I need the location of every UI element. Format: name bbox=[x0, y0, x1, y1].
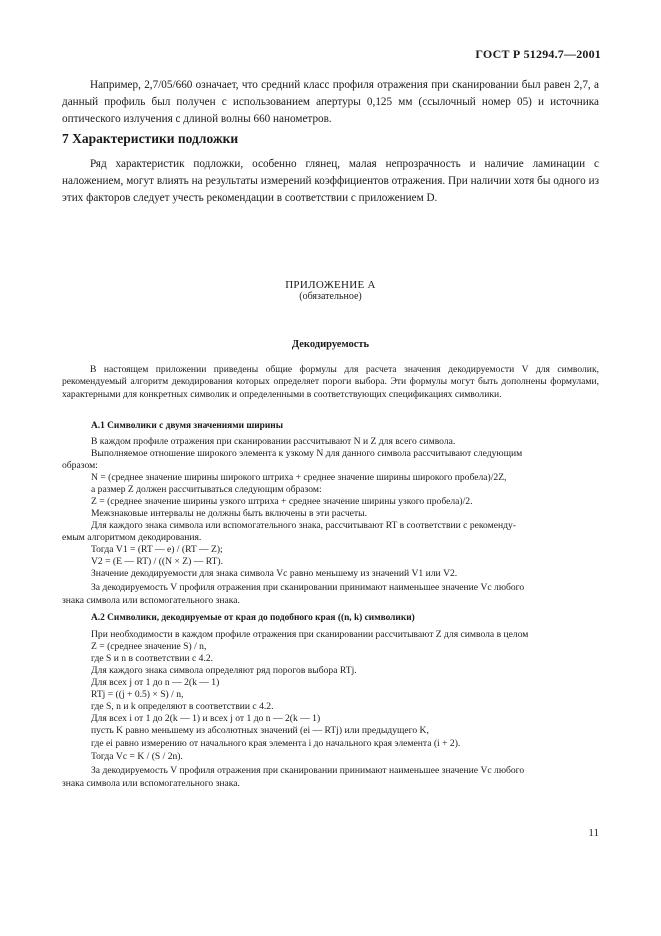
appendix-title: ПРИЛОЖЕНИЕ А bbox=[285, 279, 376, 291]
a1-line: знака символа или вспомогательного знака. bbox=[62, 595, 240, 606]
a1-line: Межзнаковые интервалы не должны быть включены в эти расчеты. bbox=[91, 508, 367, 519]
a2-line: где ei равно измерению от начального края элемента i до начального края элемента (i + 2). bbox=[91, 738, 461, 749]
a2-formula-z: Z = (среднее значение S) / n, bbox=[91, 641, 207, 652]
a1-line: а размер Z должен рассчитываться следующим образом: bbox=[91, 484, 322, 495]
a2-line: Для всех j от 1 до n — 2(k — 1) bbox=[91, 677, 220, 688]
substrate-paragraph: Ряд характеристик подложки, особенно глянец, малая непрозрачность и наличие ламинации с наложением, могут влиять на результаты измерений коэффициентов отражения. При наличии хотя бы одного из этих факторов следует учесть рекомендации в соответствии с приложением D. bbox=[62, 158, 599, 205]
a2-line: Для каждого знака символа определяют ряд порогов выбора RTj. bbox=[91, 665, 357, 676]
a1-formula-n: N = (среднее значение ширины широкого штриха + среднее значение ширины широкого пробела)/2Z, bbox=[91, 472, 507, 483]
a2-line: пусть K равно меньшему из абсолютных значений (ei — RTj) или предыдущего K, bbox=[91, 725, 429, 736]
a1-formula-z: Z = (среднее значение ширины узкого штриха + среднее значение ширины узкого пробела)/2. bbox=[91, 496, 473, 507]
a1-title: А.1 Символики с двумя значениями ширины bbox=[91, 421, 284, 431]
a1-line: В каждом профиле отражения при сканировании рассчитывают N и Z для всего символа. bbox=[91, 436, 456, 447]
section-7-title: 7 Характеристики подложки bbox=[62, 131, 239, 146]
a1-line: образом: bbox=[62, 460, 98, 471]
example-paragraph: Например, 2,7/05/660 означает, что средний класс профиля отражения при сканировании был равен 2,7, а данный профиль был получен с использованием апертуры 0,125 мм (ссылочный номер 05) и источника оптического излучения с длиной волны 660 нанометров. bbox=[62, 79, 599, 126]
appendix-heading: Декодируемость bbox=[291, 339, 370, 350]
a1-formula-v2: V2 = (E — RT) / ((N × Z) — RT). bbox=[91, 556, 223, 567]
standard-header: ГОСТ Р 51294.7—2001 bbox=[475, 47, 601, 61]
a1-line: Выполняемое отношение широкого элемента к узкому N для данного символа рассчитывают следующим bbox=[91, 448, 523, 459]
a2-line: знака символа или вспомогательного знака. bbox=[62, 778, 240, 789]
a1-line: емым алгоритмом декодирования. bbox=[62, 532, 202, 543]
a2-line: где S, n и k определяют в соответствии с 4.2. bbox=[91, 701, 274, 712]
page-number: 11 bbox=[588, 827, 599, 839]
appendix-intro: В настоящем приложении приведены общие формулы для расчета значения декодируемости V для символик, рекомендуемый алгоритм декодирования которых определяет пороги выбора. Эти формулы могут быть дополнены формулами, характерными для конкретных символик и определенными в соответствующих спецификациях символики. bbox=[62, 364, 599, 400]
a1-line: Значение декодируемости для знака символа Vc равно меньшему из значений V1 или V2. bbox=[91, 568, 458, 579]
a2-line: При необходимости в каждом профиле отражения при сканировании рассчитывают Z для символа в целом bbox=[91, 629, 529, 640]
a2-formula-rtj: RTj = ((j + 0.5) × S) / n, bbox=[91, 689, 184, 700]
a1-formula-v1: Тогда V1 = (RT — e) / (RT — Z); bbox=[91, 544, 223, 555]
a2-line: За декодируемость V профиля отражения при сканировании принимают наименьшее значение Vc любого bbox=[91, 765, 525, 776]
a1-line: За декодируемость V профиля отражения при сканировании принимают наименьшее значение Vc любого bbox=[91, 582, 525, 593]
a2-line: где S и n в соответствии с 4.2. bbox=[91, 653, 214, 664]
a2-formula-vc: Тогда Vc = K / (S / 2n). bbox=[91, 751, 183, 762]
a1-line: Для каждого знака символа или вспомогательного знака, рассчитывают RT в соответствии с рекоменду- bbox=[91, 520, 516, 531]
appendix-status: (обязательное) bbox=[299, 291, 362, 302]
a2-title: А.2 Символики, декодируемые от края до подобного края ((n, k) символики) bbox=[91, 613, 415, 623]
a2-line: Для всех i от 1 до 2(k — 1) и всех j от 1 до n — 2(k — 1) bbox=[91, 713, 321, 724]
